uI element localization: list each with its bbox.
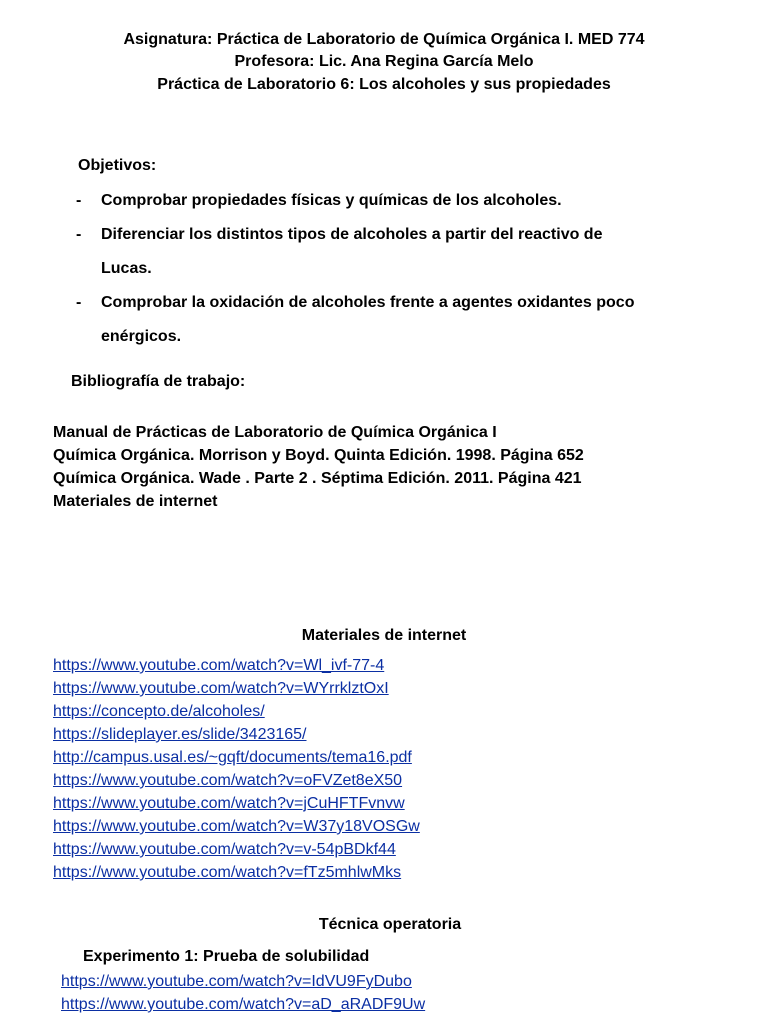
internet-link[interactable]: https://www.youtube.com/watch?v=v-54pBDkf44 [53,841,396,858]
bullet-dash: - [76,226,82,243]
internet-link[interactable]: https://www.youtube.com/watch?v=oFVZet8eX50 [53,772,403,789]
internet-link[interactable]: http://campus.usal.es/~gqft/documents/tema16.pdf [53,749,412,766]
technique-heading: Técnica operatoria [318,916,462,933]
bibliography-item: Química Orgánica. Wade . Parte 2 . Séptima Edición. 2011. Página 421 [53,470,582,487]
objective-2-line-1: Diferenciar los distintos tipos de alcoholes a partir del reactivo de [101,226,603,243]
experiment-link[interactable]: https://www.youtube.com/watch?v=aD_aRADF9Uw [61,996,426,1013]
objective-3-line-1: Comprobar la oxidación de alcoholes frente a agentes oxidantes poco [101,294,635,311]
objective-3-line-2: enérgicos. [101,328,182,345]
bullet-dash: - [76,294,82,311]
bibliography-heading: Bibliografía de trabajo: [71,373,246,390]
practice-title: Práctica de Laboratorio 6: Los alcoholes y sus propiedades [157,76,611,93]
internet-link[interactable]: https://www.youtube.com/watch?v=Wl_ivf-77-4 [53,657,385,674]
experiment-link[interactable]: https://www.youtube.com/watch?v=IdVU9FyDubo [61,973,412,990]
course-title: Asignatura: Práctica de Laboratorio de Química Orgánica I. MED 774 [123,31,645,48]
internet-heading: Materiales de internet [301,627,467,644]
objective-2-line-2: Lucas. [101,260,152,277]
internet-link[interactable]: https://www.youtube.com/watch?v=fTz5mhlwMks [53,864,402,881]
objective-2 [101,218,602,286]
bibliography-item: Materiales de internet [53,493,218,510]
bibliography-list [53,421,584,513]
internet-link[interactable]: https://www.youtube.com/watch?v=W37y18VOSGw [53,818,420,835]
bibliography-item: Manual de Prácticas de Laboratorio de Química Orgánica I [53,424,497,441]
objective-3 [101,286,634,354]
internet-link[interactable]: https://concepto.de/alcoholes/ [53,703,265,720]
internet-link[interactable]: https://www.youtube.com/watch?v=jCuHFTFvnvw [53,795,405,812]
internet-link[interactable]: https://www.youtube.com/watch?v=WYrrklztOxI [53,680,389,697]
experiment-1-title: Experimento 1: Prueba de solubilidad [83,948,370,965]
experiment-1-links [61,970,425,1016]
professor-name: Profesora: Lic. Ana Regina García Melo [234,53,534,70]
objective-1 [101,184,562,218]
bibliography-item: Química Orgánica. Morrison y Boyd. Quinta Edición. 1998. Página 652 [53,447,584,464]
bullet-dash: - [76,192,82,209]
objective-1-line-1: Comprobar propiedades físicas y químicas de los alcoholes. [101,192,562,209]
internet-links [53,654,420,884]
internet-link[interactable]: https://slideplayer.es/slide/3423165/ [53,726,307,743]
objectives-heading: Objetivos: [78,157,157,174]
